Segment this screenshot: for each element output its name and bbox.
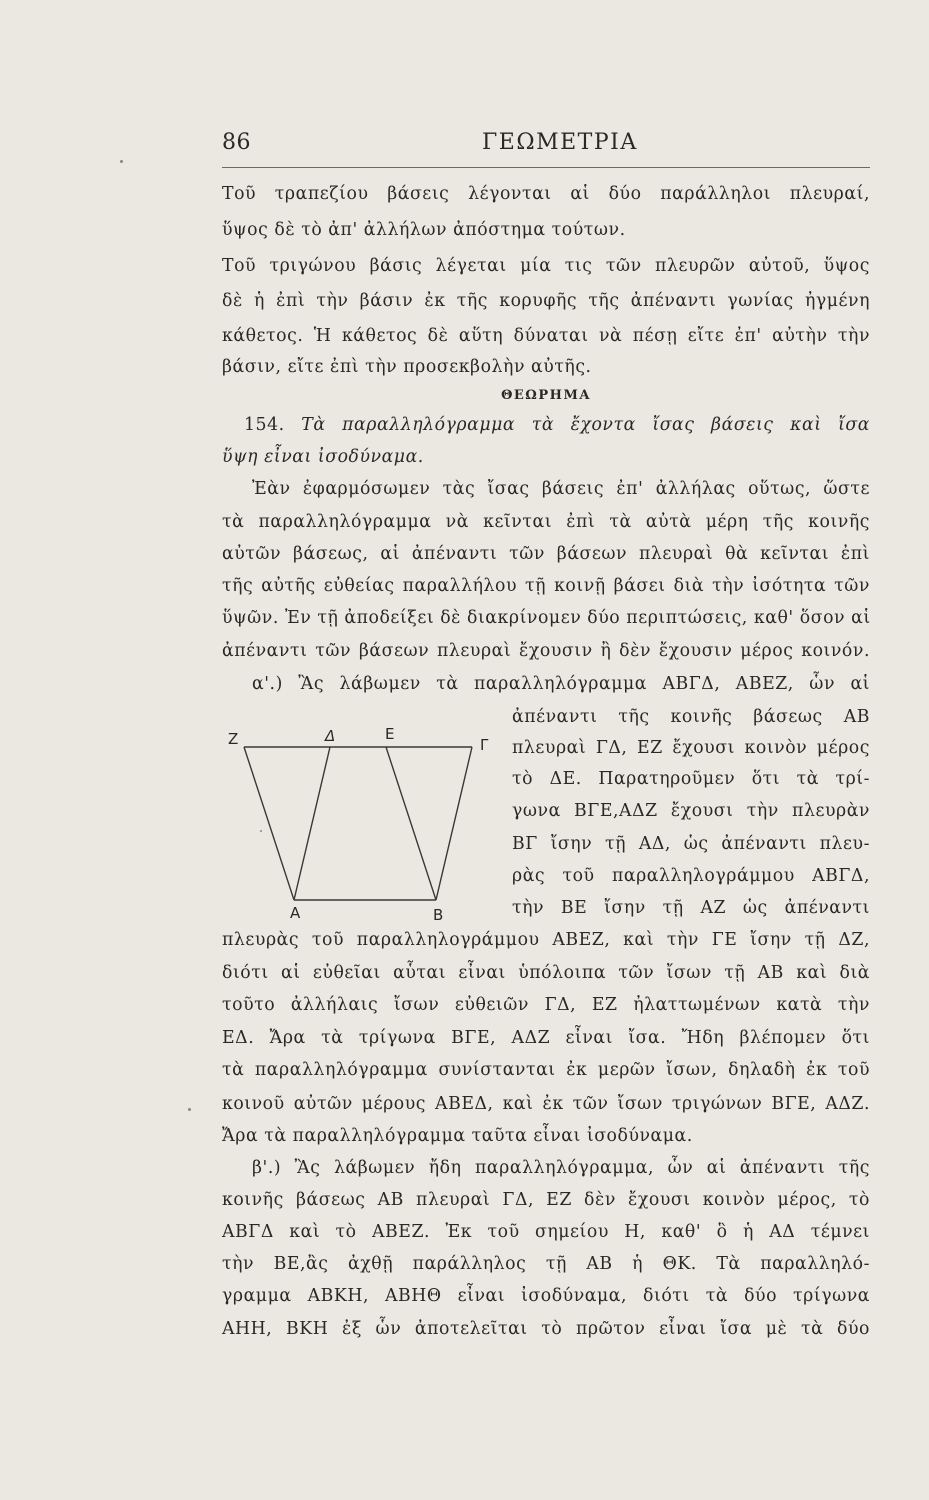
text-line: διότι αἱ εὐθεῖαι αὗται εἶναι ὑπόλοιπα τῶν ἴσων τῇ ΑΒ καὶ διὰ [222, 963, 870, 983]
line-DA [294, 747, 330, 900]
text-line: τὰ παραλληλόγραμμα συνίστανται ἐκ μερῶν ἴσων, δηλαδὴ ἐκ τοῦ [222, 1060, 870, 1080]
paper-speck [188, 1108, 191, 1111]
theorem-statement-cont: ὕψη εἶναι ἰσοδύναμα. [222, 447, 424, 467]
label-Delta: Δ [325, 727, 336, 745]
header-rule [222, 167, 870, 168]
parallelogram-figure [222, 722, 507, 922]
text-line: Τοῦ τριγώνου βάσις λέγεται μία τις τῶν πλευρῶν αὐτοῦ, ὕψος [222, 256, 870, 276]
theorem-statement [222, 417, 870, 434]
line-ZA [244, 747, 294, 900]
label-B: B [433, 906, 444, 924]
text-line: β'.) Ἂς λάβωμεν ἤδη παραλληλόγραμμα, ὧν αἱ ἀπέναντι τῆς [252, 1158, 870, 1178]
label-Z: Z [228, 730, 239, 748]
paper-speck [260, 830, 262, 832]
parallelogram-diagram [222, 722, 507, 922]
text-line: τὴν ΒΕ,ἂς ἀχθῇ παράλληλος τῇ ΑΒ ἡ ΘΚ. Τὰ παραλληλό- [222, 1254, 870, 1274]
text-line: ρὰς τοῦ παραλληλογράμμου ΑΒΓΔ, [512, 866, 870, 886]
text-line: α'.) Ἂς λάβωμεν τὰ παραλληλόγραμμα ΑΒΓΔ, ΑΒΕΖ, ὧν αἱ [252, 674, 870, 694]
label-Gamma: Γ [480, 736, 489, 754]
text-line: κάθετος. Ἡ κάθετος δὲ αὕτη δύναται νὰ πέσῃ εἴτε ἐπ' αὐτὴν τὴν [222, 326, 870, 346]
text-line: τὰ παραλληλόγραμμα νὰ κεῖνται ἐπὶ τὰ αὐτὰ μέρη τῆς κοινῆς [222, 512, 870, 532]
label-E: E [385, 725, 395, 743]
text-line: ΕΔ. Ἄρα τὰ τρίγωνα ΒΓΕ, ΑΔΖ εἶναι ἴσα. Ἤδη βλέπομεν ὅτι [222, 1028, 870, 1048]
page-header [222, 130, 870, 164]
line-EB [386, 747, 436, 900]
theorem-text: Τὰ παραλληλόγραμμα τὰ ἔχοντα ἴσας βάσεις καὶ ἴσα [301, 415, 870, 435]
text-line: ΒΓ ἴσην τῇ ΑΔ, ὡς ἀπέναντι πλευ- [512, 834, 870, 854]
text-line: πλευραὶ ΓΔ, ΕΖ ἔχουσι κοινὸν μέρος [512, 738, 870, 758]
text-line: αὐτῶν βάσεως, αἱ ἀπέναντι τῶν βάσεων πλευραὶ θὰ κεῖνται ἐπὶ [222, 544, 870, 564]
text-line: τῆς αὐτῆς εὐθείας παραλλήλου τῇ κοινῇ βάσει διὰ τὴν ἰσότητα τῶν [222, 576, 870, 596]
label-A: A [290, 904, 301, 922]
theorem-number: 154. [244, 415, 285, 435]
paper-speck [120, 160, 123, 163]
running-title: ΓΕΩΜΕΤΡΙΑ [482, 130, 638, 155]
text-line: δὲ ἡ ἐπὶ τὴν βάσιν ἐκ τῆς κορυφῆς τῆς ἀπέναντι γωνίας ἠγμένη [222, 291, 870, 311]
text-line: Τοῦ τραπεζίου βάσεις λέγονται αἱ δύο παράλληλοι πλευραί, [222, 184, 870, 204]
text-line: τὸ ΔΕ. Παρατηροῦμεν ὅτι τὰ τρί- [512, 769, 870, 789]
text-line: κοινῆς βάσεως ΑΒ πλευραὶ ΓΔ, ΕΖ δὲν ἔχουσι κοινὸν μέρος, τὸ [222, 1190, 870, 1210]
text-line: βάσιν, εἴτε ἐπὶ τὴν προσεκβολὴν αὐτῆς. [222, 357, 592, 377]
text-line: πλευρὰς τοῦ παραλληλογράμμου ΑΒΕΖ, καὶ τὴν ΓΕ ἴσην τῇ ΔΖ, [222, 930, 870, 950]
text-line: τὴν ΒΕ ἴσην τῇ ΑΖ ὡς ἀπέναντι [512, 898, 870, 918]
text-line: ΑΗΗ, ΒΚΗ ἐξ ὧν ἀποτελεῖται τὸ πρῶτον εἶναι ἴσα μὲ τὰ δύο [222, 1319, 870, 1339]
text-line: ὕψῶν. Ἐν τῇ ἀποδείξει δὲ διακρίνομεν δύο περιπτώσεις, καθ' ὅσον αἱ [222, 608, 871, 628]
text-line: κοινοῦ αὐτῶν μέρους ΑΒΕΔ, καὶ ἐκ τῶν ἴσων τριγώνων ΒΓΕ, ΑΔΖ. [222, 1094, 870, 1114]
text-line: Ἐὰν ἐφαρμόσωμεν τὰς ἴσας βάσεις ἐπ' ἀλλήλας οὕτως, ὥστε [252, 479, 870, 499]
page-number: 86 [222, 130, 251, 155]
text-line: Ἄρα τὰ παραλληλόγραμμα ταῦτα εἶναι ἰσοδύναμα. [222, 1126, 693, 1146]
text-line: ἀπέναντι τῆς κοινῆς βάσεως ΑΒ [512, 707, 870, 727]
text-line: γωνα ΒΓΕ,ΑΔΖ ἔχουσι τὴν πλευρὰν [512, 801, 870, 821]
text-line: τοῦτο ἀλλήλαις ἴσων εὐθειῶν ΓΔ, ΕΖ ἠλαττωμένων κατὰ τὴν [222, 995, 870, 1015]
text-line: γραμμα ΑΒΚΗ, ΑΒΗΘ εἶναι ἰσοδύναμα, διότι τὰ δύο τρίγωνα [222, 1286, 870, 1306]
text-line: ἀπέναντι τῶν βάσεων πλευραὶ ἔχουσιν ἢ δὲν ἔχουσιν μέρος κοινόν. [222, 641, 870, 661]
text-line: ΑΒΓΔ καὶ τὸ ΑΒΕΖ. Ἐκ τοῦ σημείου Η, καθ' ὃ ἡ ΑΔ τέμνει [222, 1222, 870, 1242]
line-GB [436, 747, 472, 900]
text-line: ὕψος δὲ τὸ ἀπ' ἀλλήλων ἀπόστημα τούτων. [222, 220, 626, 240]
theorem-heading: ΘΕΩΡΗΜΑ [501, 388, 591, 403]
